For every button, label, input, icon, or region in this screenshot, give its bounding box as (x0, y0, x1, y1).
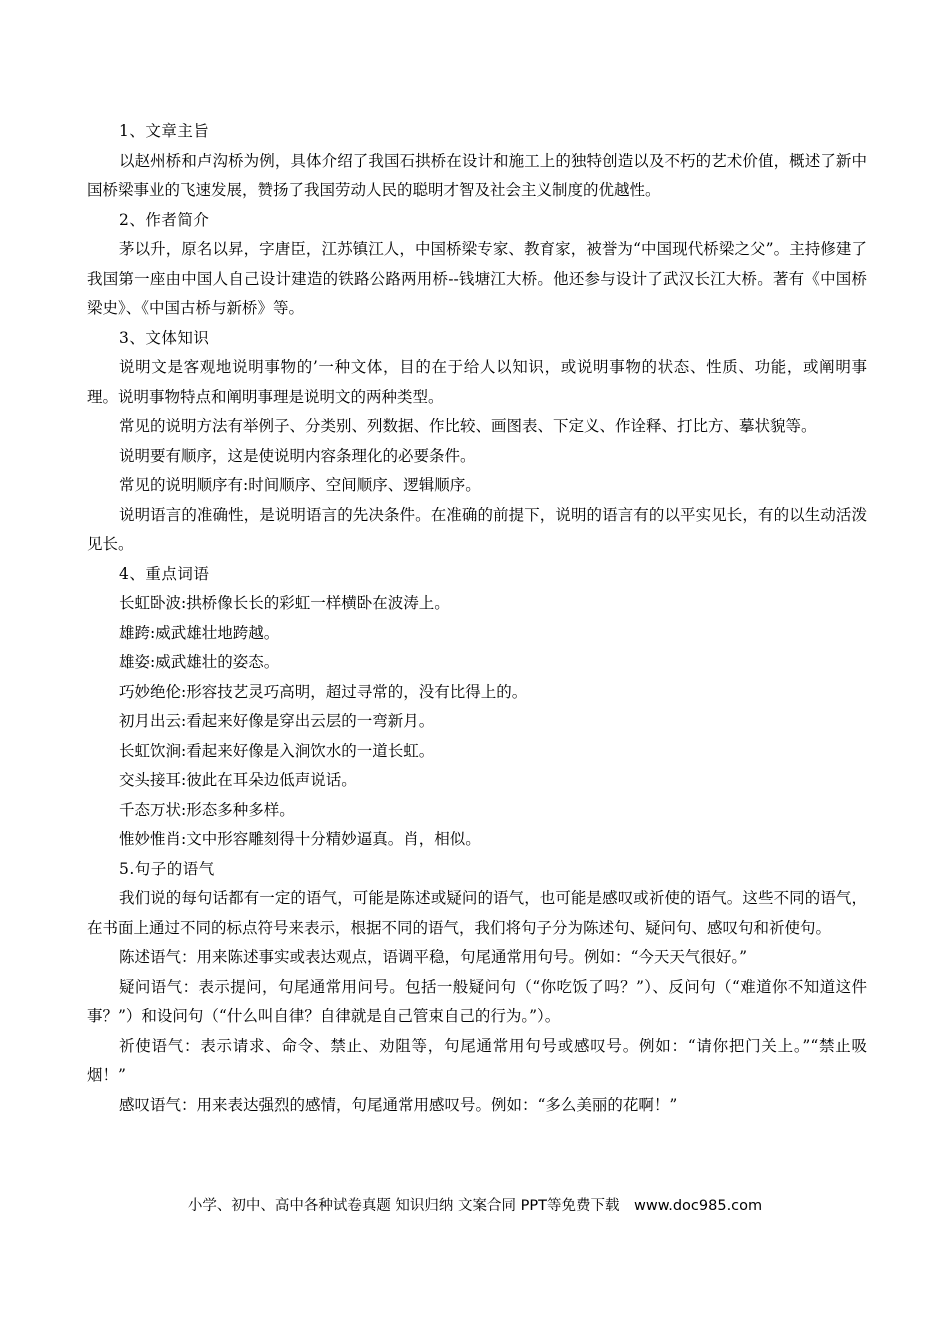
paragraph-mood-declarative: 陈述语气：用来陈述事实或表达观点，语调平稳，句尾通常用句号。例如：“今天天气很好。” (119, 948, 748, 966)
paragraph-genre-methods: 常见的说明方法有举例子、分类别、列数据、作比较、画图表、下定义、作诠释、打比方、摹状貌等。 (119, 417, 817, 435)
section-heading-vocabulary: 4、重点词语 (119, 564, 210, 583)
paragraph-mood-exclamatory: 感叹语气：用来表达强烈的感情，句尾通常用感叹号。例如：“多么美丽的花啊！” (119, 1095, 678, 1114)
paragraph-mood-interrogative: 疑问语气：表示提问，句尾通常用问号。包括一般疑问句（“你吃饭了吗？”）、反问句（“难道你不知道这件事？”）和设问句（“什么叫自律？自律就是自己管束自己的行为。”）。 (87, 977, 867, 1025)
vocab-item: 雄跨:威武雄壮地跨越。 (119, 623, 280, 642)
document-body (87, 117, 867, 1120)
vocab-item: 惟妙惟肖:文中形容雕刻得十分精妙逼真。肖，相似。 (119, 830, 481, 848)
vocab-item: 千态万状:形态多种多样。 (119, 800, 295, 819)
section-heading-genre: 3、文体知识 (119, 328, 210, 347)
vocab-item: 巧妙绝伦:形容技艺灵巧高明，超过寻常的，没有比得上的。 (119, 682, 528, 701)
section-heading-author: 2、作者简介 (119, 210, 210, 229)
vocab-item: 初月出云:看起来好像是穿出云层的一弯新月。 (119, 712, 435, 730)
vocab-item: 长虹饮涧:看起来好像是入涧饮水的一道长虹。 (119, 741, 435, 760)
paragraph-genre-order: 说明要有顺序，这是使说明内容条理化的必要条件。 (119, 446, 476, 465)
paragraph-genre-language: 说明语言的准确性，是说明语言的先决条件。在准确的前提下，说明的语言有的以平实见长，有的以生动活泼见长。 (87, 505, 867, 553)
paragraph-mood-imperative: 祈使语气：表示请求、命令、禁止、劝阻等，句尾通常用句号或感叹号。例如：“请你把门关上。”“禁止吸烟！” (87, 1036, 867, 1084)
footer-download-banner: 小学、初中、高中各种试卷真题 知识归纳 文案合同 PPT等免费下载 www.doc985.com (187, 1198, 763, 1214)
paragraph-genre-definition: 说明文是客观地说明事物的’一种文体，目的在于给人以知识，或说明事物的状态、性质、功能，或阐明事理。说明事物特点和阐明事理是说明文的两种类型。 (87, 358, 867, 406)
paragraph-author: 茅以升，原名以昇，字唐臣，江苏镇江人，中国桥梁专家、教育家，被誉为“中国现代桥梁之父”。主持修建了我国第一座由中国人自己设计建造的铁路公路两用桥--钱塘江大桥。他还参与设计了武汉长江大桥。著有《中国桥梁史》、《中国古桥与新桥》等。 (87, 240, 867, 317)
vocab-item: 长虹卧波:拱桥像长长的彩虹一样横卧在波涛上。 (119, 594, 450, 612)
vocab-item: 交头接耳:彼此在耳朵边低声说话。 (119, 771, 357, 789)
paragraph-theme: 以赵州桥和卢沟桥为例，具体介绍了我国石拱桥在设计和施工上的独特创造以及不朽的艺术价值，概述了新中国桥梁事业的飞速发展，赞扬了我国劳动人民的聪明才智及社会主义制度的优越性。 (87, 151, 867, 199)
section-heading-theme: 1、文章主旨 (119, 122, 210, 140)
section-heading-mood: 5.句子的语气 (119, 859, 215, 878)
vocab-item: 雄姿:威武雄壮的姿态。 (119, 653, 280, 671)
paragraph-genre-order-types: 常见的说明顺序有:时间顺序、空间顺序、逻辑顺序。 (119, 476, 481, 494)
paragraph-mood-intro: 我们说的每句话都有一定的语气，可能是陈述或疑问的语气，也可能是感叹或祈使的语气。这些不同的语气，在书面上通过不同的标点符号来表示，根据不同的语气，我们将句子分为陈述句、疑问句、感叹句和祈使句。 (87, 889, 867, 937)
